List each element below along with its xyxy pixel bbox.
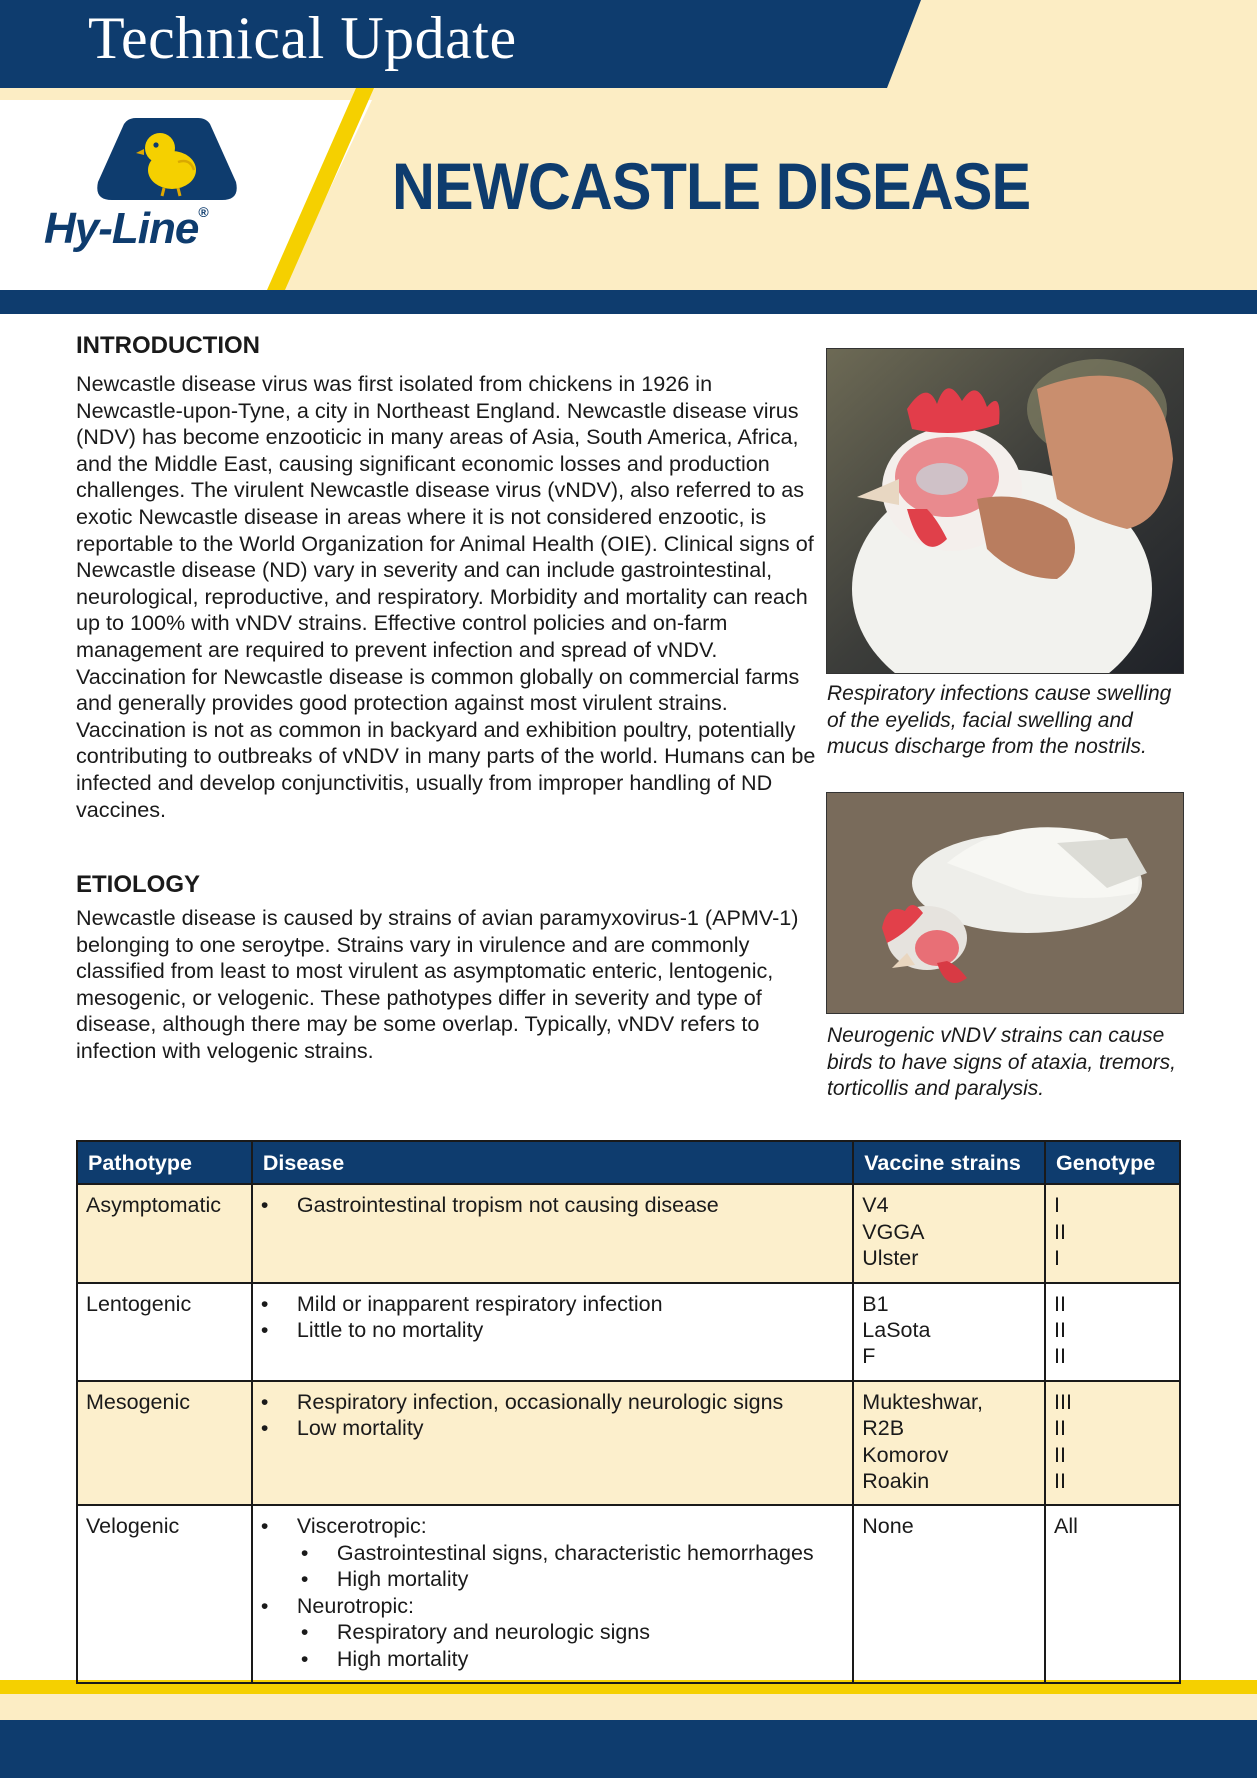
genotype: All [1054, 1514, 1078, 1539]
genotype-cell [1045, 1505, 1180, 1682]
disease-cell [252, 1505, 853, 1682]
list-item: • Viscerotropic: • Gastrointestinal signs, characteristic hemorrhages • High mortality [287, 1513, 844, 1592]
pathotype-cell: Velogenic [77, 1505, 252, 1682]
chick-logo-icon [94, 118, 240, 200]
vaccine-strain: Komorov [862, 1442, 949, 1467]
vaccine-strains-cell [853, 1184, 1045, 1282]
vaccine-strain: V4 [862, 1193, 889, 1218]
genotype: II [1054, 1291, 1066, 1316]
genotype-cell [1045, 1283, 1180, 1381]
etiology-heading: ETIOLOGY [76, 871, 201, 898]
vaccine-strain: F [862, 1344, 876, 1369]
figure-caption: Respiratory infections cause swelling of the eyelids, facial swelling and mucus discharge from the nostrils. [827, 682, 1172, 758]
genotype: I [1054, 1246, 1061, 1271]
table-header-row [77, 1141, 1180, 1184]
column-header: Vaccine strains [853, 1141, 1045, 1184]
vaccine-strain: Roakin [862, 1469, 930, 1494]
genotype: II [1054, 1442, 1066, 1467]
genotype: II [1054, 1469, 1066, 1494]
list-item: • High mortality [327, 1646, 844, 1672]
genotype: II [1054, 1344, 1066, 1369]
etiology-text: Newcastle disease is caused by strains of avian paramyxovirus-1 (APMV-1) belonging to one seroytpe. Strains vary in virulence and are commonly classified from least to most virulent as asymptomatic enteric, lentogenic, mesogenic, or velogenic. These pathotypes differ in severity and type of disease, although there may be some overlap. Typically, vNDV refers to infection with velogenic strains. [76, 905, 799, 1063]
pathotype-cell: Mesogenic [77, 1381, 252, 1506]
vaccine-strains-cell [853, 1381, 1045, 1506]
vaccine-strains-cell [853, 1505, 1045, 1682]
genotype: II [1054, 1318, 1066, 1343]
list-item: • Neurotropic: • Respiratory and neurologic signs • High mortality [287, 1593, 844, 1672]
genotype-cell [1045, 1184, 1180, 1282]
vaccine-strain: Mukteshwar, [862, 1389, 983, 1414]
list-item: • Little to no mortality [287, 1317, 844, 1343]
hen-swollen-eye-photo-icon [826, 348, 1184, 674]
hen-lying-photo-icon [826, 792, 1184, 1014]
list-item: • High mortality [327, 1566, 844, 1592]
vaccine-strain: None [862, 1514, 914, 1539]
genotype: I [1054, 1193, 1061, 1218]
list-item: • Respiratory infection, occasionally neurologic signs [287, 1389, 844, 1415]
pathotype-cell: Lentogenic [77, 1283, 252, 1381]
table-row [77, 1505, 1180, 1682]
vaccine-strain: VGGA [862, 1219, 925, 1244]
list-item: • Low mortality [287, 1415, 844, 1441]
list-item: • Gastrointestinal tropism not causing disease [287, 1192, 844, 1218]
vaccine-strain: Ulster [862, 1246, 919, 1271]
list-item: • Gastrointestinal signs, characteristic hemorrhages [327, 1540, 844, 1566]
genotype: II [1054, 1416, 1066, 1441]
genotype-cell [1045, 1381, 1180, 1506]
banner-label: Technical Update [88, 5, 517, 71]
page-title: NEWCASTLE DISEASE [392, 149, 1031, 223]
vaccine-strains-cell [853, 1283, 1045, 1381]
table-row [77, 1184, 1180, 1282]
vaccine-strain: R2B [862, 1416, 905, 1441]
introduction-heading: INTRODUCTION [76, 332, 260, 359]
vaccine-strain: B1 [862, 1291, 889, 1316]
genotype: III [1054, 1389, 1072, 1414]
column-header: Pathotype [77, 1141, 252, 1184]
table-row [77, 1381, 1180, 1506]
disease-cell [252, 1381, 853, 1506]
figure-caption: Neurogenic vNDV strains can cause birds to have signs of ataxia, tremors, torticollis and paralysis. [827, 1024, 1176, 1100]
vaccine-strain: LaSota [862, 1318, 931, 1343]
disease-cell [252, 1184, 853, 1282]
disease-cell [252, 1283, 853, 1381]
genotype: II [1054, 1219, 1066, 1244]
introduction-text: Newcastle disease virus was first isolated from chickens in 1926 in Newcastle-upon-Tyne, a city in Northeast England. Newcastle disease virus (NDV) has become enzooticic in many areas of Asia, South America, Africa, and the Middle East, causing significant economic losses and production challenges. The virulent Newcastle disease virus (vNDV), also referred to as exotic Newcastle disease in areas where it is not considered enzootic, is reportable to the World Organization for Animal Health (OIE). Clinical signs of Newcastle disease (ND) vary in severity and can include gastrointestinal, neurological, reproductive, and respiratory. Morbidity and mortality can reach up to 100% with vNDV strains. Effective control policies and on-farm management are required to prevent infection and spread of vNDV. Vaccination for Newcastle disease is common globally on commercial farms and generally provides good protection against most virulent strains. Vaccination is not as common in backyard and exhibition poultry, potentially contributing to outbreaks of vNDV in many parts of the world. Humans can be infected and develop conjunctivitis, usually from improper handling of ND vaccines. [76, 371, 816, 822]
column-header: Disease [252, 1141, 853, 1184]
table-row [77, 1283, 1180, 1381]
column-header: Genotype [1045, 1141, 1180, 1184]
pathotype-table [76, 1140, 1181, 1684]
brand-name: Hy-Line® [44, 204, 208, 253]
list-item: • Respiratory and neurologic signs [327, 1619, 844, 1645]
list-item: • Mild or inapparent respiratory infection [287, 1291, 844, 1317]
pathotype-cell: Asymptomatic [77, 1184, 252, 1282]
